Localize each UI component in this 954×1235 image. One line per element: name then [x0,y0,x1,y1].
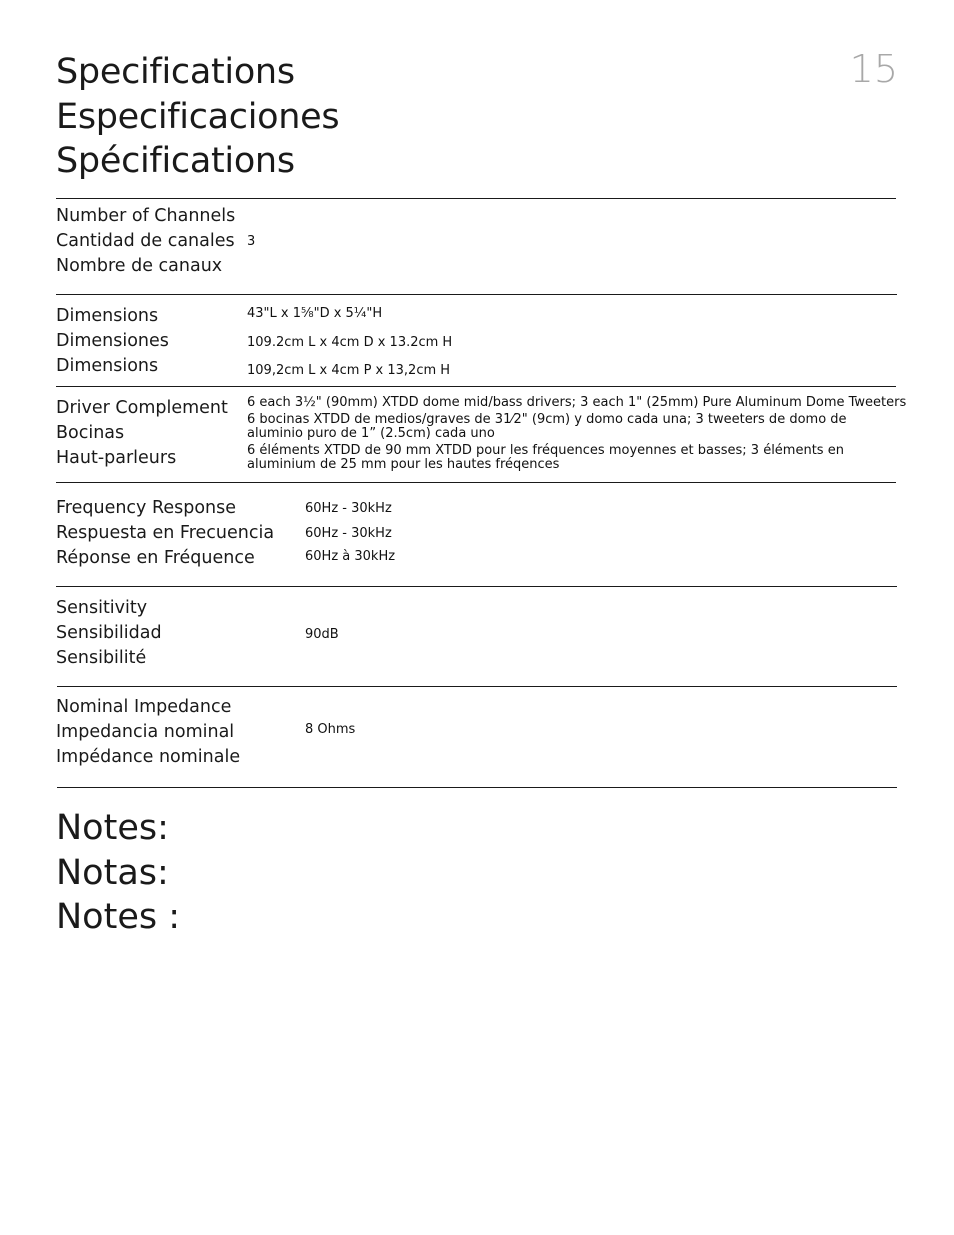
channels-value: 3 [247,234,256,249]
frequency-labels [56,496,274,571]
sensitivity-label-fr: Sensibilité [56,648,147,668]
divider-top [56,198,896,199]
impedance-labels [56,695,240,770]
drivers-value-es: 6 bocinas XTDD de medios/graves de 31⁄2" (9cm) y domo cada una; 3 tweeters de domo de aluminio puro de 1” (2.5cm) cada uno [247,412,847,441]
channels-label-fr: Nombre de canaux [56,256,223,276]
divider-channels [56,294,897,295]
drivers-label-fr: Haut-parleurs [56,448,177,468]
drivers-labels [56,396,228,471]
frequency-label-fr: Réponse en Fréquence [56,548,255,568]
impedance-label-es: Impedancia nominal [56,722,235,742]
impedance-value: 8 Ohms [305,722,356,737]
frequency-value-fr: 60Hz à 30kHz [305,549,396,564]
divider-dimensions [56,386,896,387]
drivers-label-es: Bocinas [56,423,125,443]
dimensions-value-en: 43"L x 1⅝"D x 5¼"H [247,306,383,321]
sensitivity-labels [56,596,162,671]
drivers-value-en: 6 each 3½" (90mm) XTDD dome mid/bass drivers; 3 each 1" (25mm) Pure Aluminum Dome Tweeters [247,395,907,410]
dimensions-label-fr: Dimensions [56,356,159,376]
impedance-label-en: Nominal Impedance [56,697,232,717]
divider-frequency [56,586,897,587]
dimensions-label-es: Dimensiones [56,331,169,351]
divider-sensitivity [57,686,897,687]
channels-label-es: Cantidad de canales [56,231,235,251]
sensitivity-value: 90dB [305,627,339,642]
frequency-value-es: 60Hz - 30kHz [305,526,392,541]
frequency-label-es: Respuesta en Frecuencia [56,523,275,543]
dimensions-value-es: 109.2cm L x 4cm D x 13.2cm H [247,335,453,350]
frequency-label-en: Frequency Response [56,498,237,518]
notes-es: Notas: [56,852,169,893]
divider-impedance [57,787,897,788]
drivers-label-en: Driver Complement [56,398,228,418]
impedance-label-fr: Impédance nominale [56,747,241,767]
notes-heading [56,806,180,940]
title-en: Specifications [56,52,295,92]
dimensions-value-fr: 109,2cm L x 4cm P x 13,2cm H [247,363,451,378]
notes-en: Notes: [56,808,169,848]
dimensions-label-en: Dimensions [56,306,159,326]
page-title [56,50,339,184]
dimensions-labels [56,304,169,379]
sensitivity-label-en: Sensitivity [56,598,148,618]
title-fr: Spécifications [56,141,295,181]
sensitivity-label-es: Sensibilidad [56,623,162,643]
notes-fr: Notes : [56,897,181,937]
drivers-value-fr: 6 éléments XTDD de 90 mm XTDD pour les fréquences moyennes et basses; 3 éléments en aluminium de 25 mm pour les hautes fréqences [247,443,844,472]
channels-label-en: Number of Channels [56,206,236,226]
title-es: Especificaciones [56,96,340,137]
frequency-value-en: 60Hz - 30kHz [305,501,392,516]
channels-labels [56,204,235,279]
divider-drivers [56,482,896,483]
page-number: 15 [849,47,898,91]
